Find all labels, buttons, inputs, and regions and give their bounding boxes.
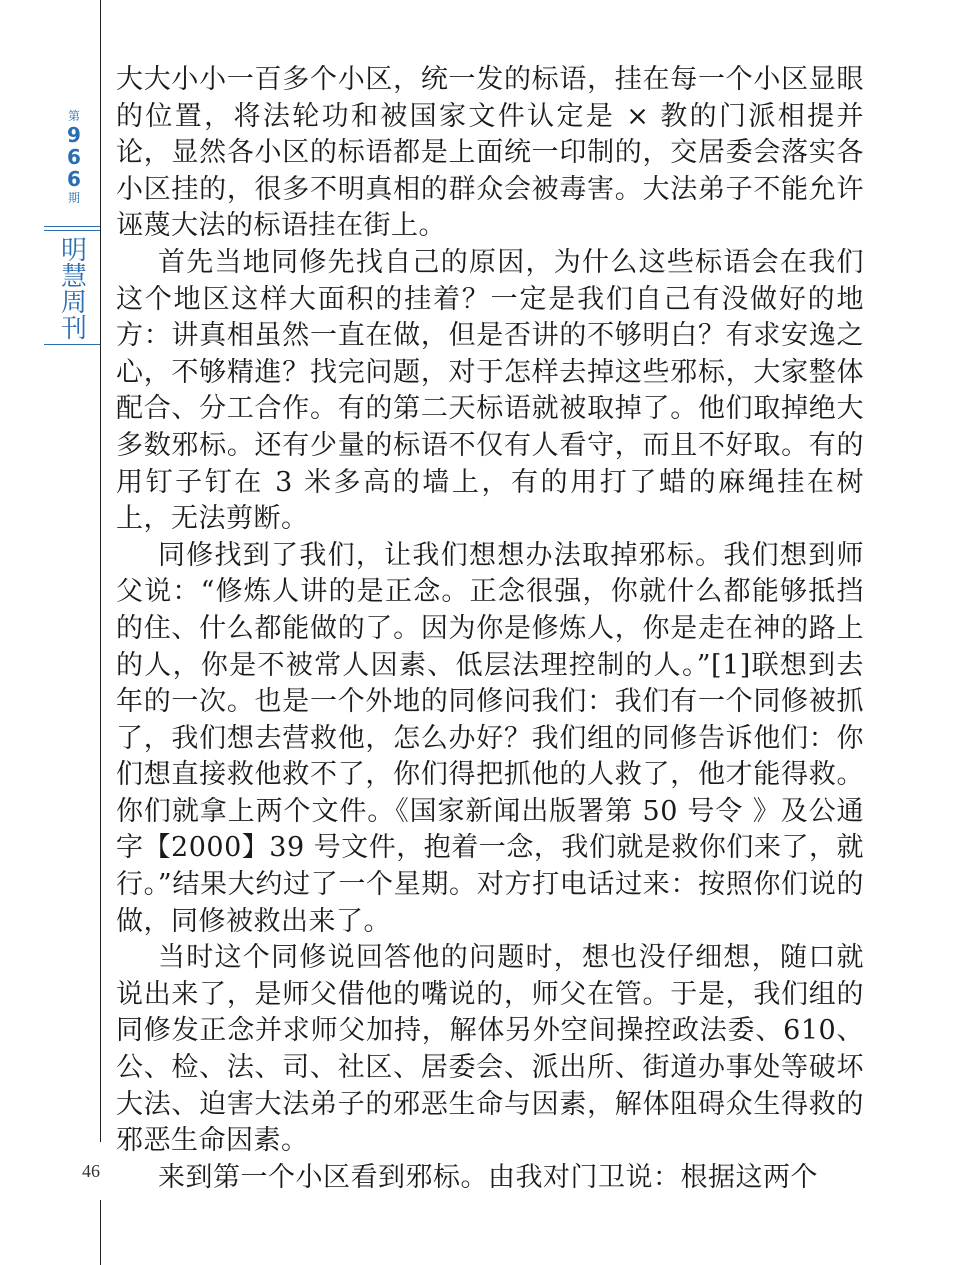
journal-title-char: 周	[60, 288, 87, 318]
journal-title-char: 明	[60, 236, 87, 266]
article-body	[116, 62, 864, 1196]
issue-suffix: 期	[67, 191, 80, 205]
sidebar-rule-lower	[44, 344, 100, 345]
sidebar-rule-upper-double	[44, 230, 100, 231]
margin-rule-top	[100, 0, 101, 1142]
issue-digits	[48, 124, 100, 190]
paragraph: 来到第一个小区看到邪标。由我对门卫说：根据这两个	[158, 1161, 818, 1193]
sidebar-rule-upper	[44, 226, 100, 227]
paragraph: 同修找到了我们，让我们想想办法取掉邪标。我们想到师父说：“修炼人讲的是正念。正念很强，你就什么都能够抵挡的住、什么都能做的了。因为你是修炼人，你是走在神的路上的人，你是不被常人因素、低层法理控制的人。”[1]联想到去年的一次。也是一个外地的同修问我们：我们有一个同修被抓了，我们想去营救他，怎么办好？我们组的同修告诉他们：你们想直接救他救不了，你们得把抓他的人救了，他才能得救。你们就拿上两个文件。《国家新闻出版署第 50 号令 》及公通字【2000】39 号文件，抱着一念，我们就是救你们来了，就行。”结果大约过了一个星期。对方打电话过来：按照你们说的做，同修被救出来了。	[116, 539, 864, 937]
issue-digit: 6	[67, 145, 81, 169]
issue-prefix: 第	[67, 109, 80, 123]
paragraph: 当时这个同修说回答他的问题时，想也没仔细想，随口就说出来了，是师父借他的嘴说的，师父在管。于是，我们组的同修发正念并求师父加持，解体另外空间操控政法委、610、公、检、法、司、社区、居委会、派出所、街道办事处等破坏大法、迫害大法弟子的邪恶生命与因素，解体阻碍众生得救的邪恶生命因素。	[116, 942, 864, 1157]
paragraph: 首先当地同修先找自己的原因，为什么这些标语会在我们这个地区这样大面积的挂着？一定是我们自己有没做好的地方：讲真相虽然一直在做，但是否讲的不够明白？有求安逸之心，不够精進？找完问题，对于怎样去掉这些邪标，大家整体配合、分工合作。有的第二天标语就被取掉了。他们取掉绝大多数邪标。还有少量的标语不仅有人看守，而且不好取。有的用钉子钉在 3 米多高的墙上，有的用打了蜡的麻绳挂在树上，无法剪断。	[116, 246, 864, 535]
margin-rule-bottom	[100, 1200, 101, 1265]
page-number: 46	[82, 1161, 100, 1181]
journal-title-char: 慧	[60, 262, 87, 292]
paragraph: 大大小小一百多个小区，统一发的标语，挂在每一个小区显眼的位置，将法轮功和被国家文件认定是 × 教的门派相提并论，显然各小区的标语都是上面统一印制的，交居委会落实各小区挂的，很多不明真相的群众会被毒害。大法弟子不能允许诬蔑大法的标语挂在街上。	[116, 64, 864, 242]
issue-digit: 6	[67, 167, 81, 191]
issue-digit: 9	[67, 123, 81, 147]
issue-number	[48, 108, 100, 206]
journal-title-char: 刊	[60, 314, 87, 344]
journal-title	[60, 238, 88, 342]
